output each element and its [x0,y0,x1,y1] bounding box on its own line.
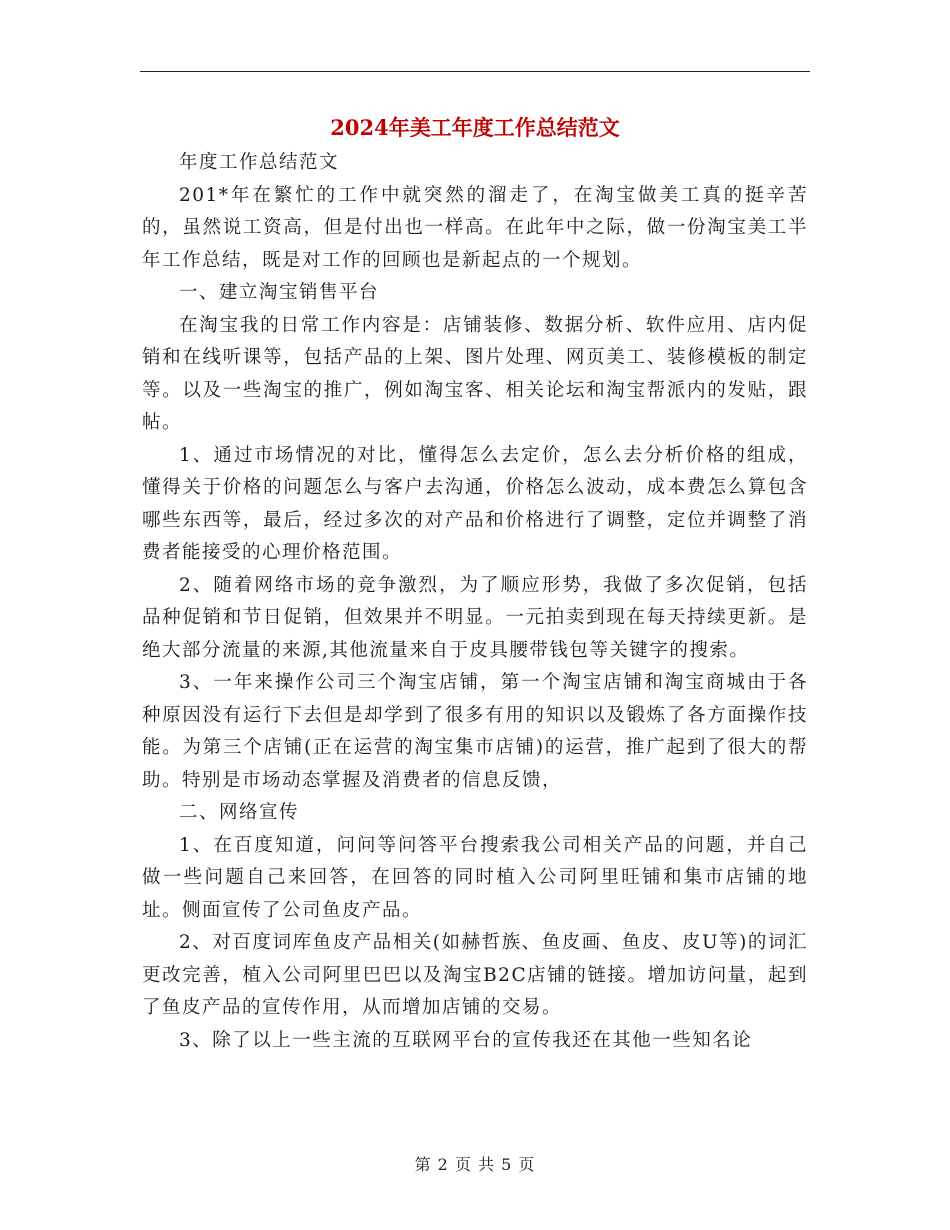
header-rule [140,71,810,72]
page-number: 第 2 页 共 5 页 [414,1155,536,1174]
paragraph: 2、对百度词库鱼皮产品相关(如赫哲族、鱼皮画、鱼皮、皮U等)的词汇更改完善，植入公司阿里巴巴以及淘宝B2C店铺的链接。增加访问量，起到了鱼皮产品的宣传作用，从而增加店铺的交易。 [142,932,808,1018]
document-title: 2024年美工年度工作总结范文 [330,115,620,140]
paragraph: 2、随着网络市场的竞争激烈，为了顺应形势，我做了多次促销，包括品种促销和节日促销，但效果并不明显。一元拍卖到现在每天持续更新。是绝大部分流量的来源,其他流量来自于皮具腰带钱包等关键字的搜索。 [142,574,808,661]
paragraph: 1、通过市场情况的对比，懂得怎么去定价，怎么去分析价格的组成，懂得关于价格的问题怎么与客户去沟通，价格怎么波动，成本费怎么算包含哪些东西等，最后，经过多次的对产品和价格进行了调整，定位并调整了消费者能接受的心理价格范围。 [142,444,808,563]
section-heading-1: 一、建立淘宝销售平台 [179,282,380,303]
document-body [142,147,808,1057]
paragraph-subtitle: 年度工作总结范文 [179,152,340,173]
paragraph: 1、在百度知道，问问等问答平台搜索我公司相关产品的问题，并自己做一些问题自己来回答，在回答的同时植入公司阿里旺铺和集市店铺的地址。侧面宣传了公司鱼皮产品。 [142,834,808,921]
paragraph: 3、一年来操作公司三个淘宝店铺，第一个淘宝店铺和淘宝商城由于各种原因没有运行下去但是却学到了很多有用的知识以及锻炼了各方面操作技能。为第三个店铺(正在运营的淘宝集市店铺)的运营，推广起到了很大的帮助。特别是市场动态掌握及消费者的信息反馈， [142,672,808,791]
section-heading-2: 二、网络宣传 [179,802,300,823]
paragraph-intro: 201*年在繁忙的工作中就突然的溜走了，在淘宝做美工真的挺辛苦的，虽然说工资高，但是付出也一样高。在此年中之际，做一份淘宝美工半年工作总结，既是对工作的回顾也是新起点的一个规划。 [142,184,808,271]
paragraph: 在淘宝我的日常工作内容是：店铺装修、数据分析、软件应用、店内促销和在线听课等，包括产品的上架、图片处理、网页美工、装修模板的制定等。以及一些淘宝的推广，例如淘宝客、相关论坛和淘宝帮派内的发贴，跟帖。 [142,314,808,433]
paragraph: 3、除了以上一些主流的互联网平台的宣传我还在其他一些知名论 [179,1029,753,1051]
